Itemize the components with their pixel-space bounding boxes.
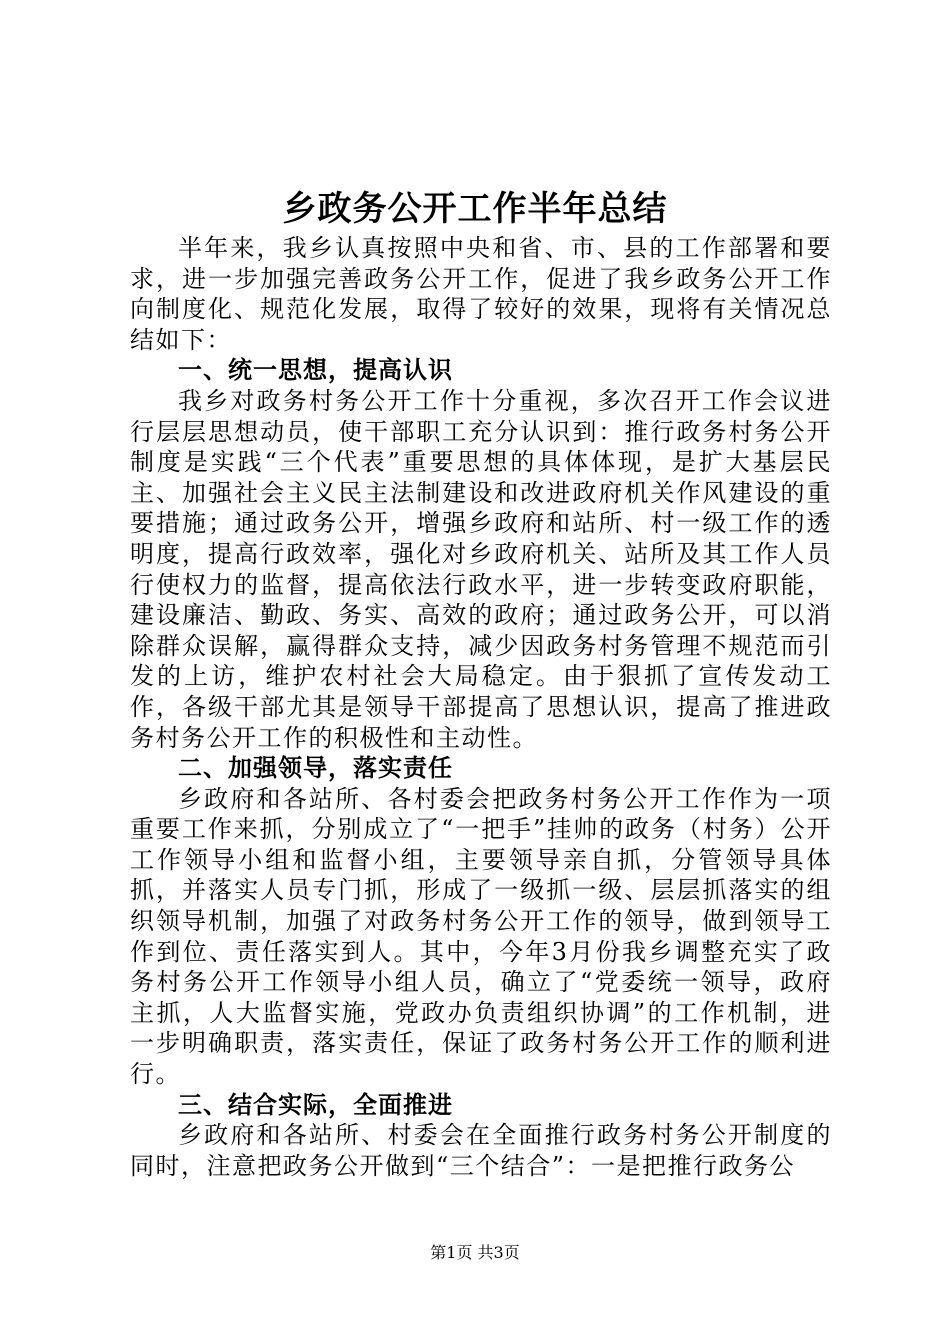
section-body-3: 乡政府和各站所、村委会在全面推行政务村务公开制度的同时，注意把政务公开做到“三个结合”：一是把推行政务公 <box>130 1121 832 1180</box>
section-heading-3: 三、结合实际，全面推进 <box>178 1090 453 1119</box>
section-heading-2: 二、加强领导，落实责任 <box>178 754 453 783</box>
section-body-1: 我乡对政务村务公开工作十分重视，多次召开工作会议进行层层思想动员，使干部职工充分认识到：推行政务村务公开制度是实践“三个代表”重要思想的具体体现，是扩大基层民主、加强社会主义民主法制建设和改进政府机关作风建设的重要措施；通过政务公开，增强乡政府和站所、村一级工作的透明度，提高行政效率，强化对乡政府机关、站所及其工作人员行使权力的监督，提高依法行政水平，进一步转变政府职能，建设廉洁、勤政、务实、高效的政府；通过政务公开，可以消除群众误解，赢得群众支持，减少因政务村务管理不规范而引发的上访，维护农村社会大局稳定。由于狠抓了宣传发动工作，各级干部尤其是领导干部提高了思想认识，提高了推进政务村务公开工作的积极性和主动性。 <box>130 386 832 752</box>
page-number-footer: 第1页 共3页 <box>430 1243 520 1262</box>
document-body <box>130 233 832 1181</box>
document-title: 乡政务公开工作半年总结 <box>282 189 668 229</box>
section-body-2: 乡政府和各站所、各村委会把政务村务公开工作作为一项重要工作来抓，分别成立了“一把手”挂帅的政务（村务）公开工作领导小组和监督小组，主要领导亲自抓，分管领导具体抓，并落实人员专门抓，形成了一级抓一级、层层抓落实的组织领导机制，加强了对政务村务公开工作的领导，做到领导工作到位、责任落实到人。其中，今年3月份我乡调整充实了政务村务公开工作领导小组人员，确立了“党委统一领导，政府主抓，人大监督实施，党政办负责组织协调”的工作机制，进一步明确职责，落实责任，保证了政务村务公开工作的顺利进行。 <box>130 784 832 1089</box>
intro-paragraph: 半年来，我乡认真按照中央和省、市、县的工作部署和要求，进一步加强完善政务公开工作，促进了我乡政务公开工作向制度化、规范化发展，取得了较好的效果，现将有关情况总结如下： <box>130 234 832 354</box>
section-heading-1: 一、统一思想，提高认识 <box>178 356 453 385</box>
